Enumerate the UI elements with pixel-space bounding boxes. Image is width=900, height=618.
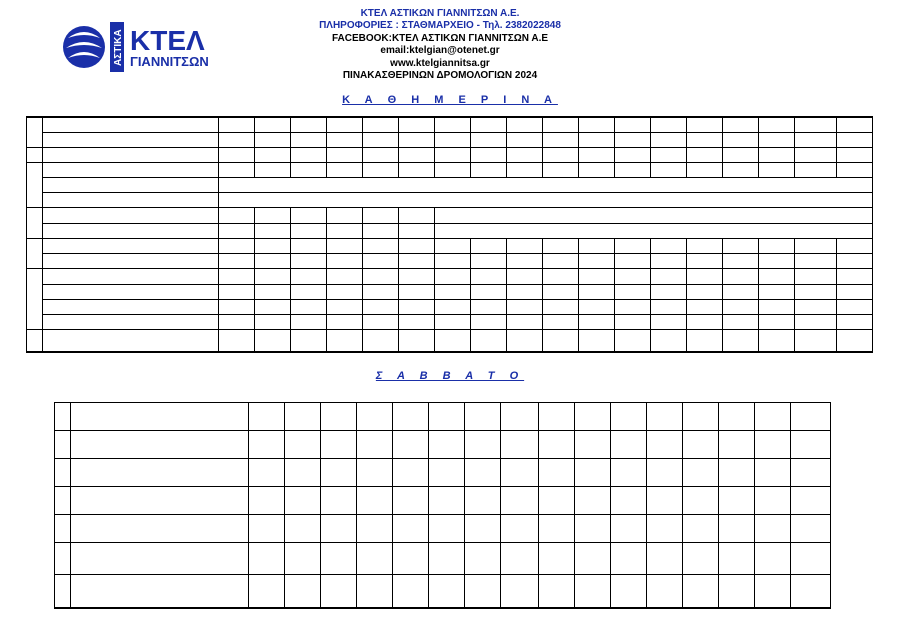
grid-line	[362, 116, 363, 177]
grid-line	[54, 430, 830, 431]
grid-line	[872, 238, 873, 352]
grid-line	[758, 238, 759, 352]
company-name: ΚΤΕΛ ΑΣΤΙΚΩΝ ΓΙΑΝΝΙΤΣΩΝ Α.Ε.	[360, 8, 520, 19]
grid-line	[614, 116, 615, 177]
grid-line	[428, 402, 429, 609]
grid-line	[392, 402, 393, 609]
grid-line	[790, 402, 791, 609]
grid-line	[326, 238, 327, 352]
grid-line	[26, 238, 42, 239]
grid-line	[26, 268, 42, 269]
grid-line	[42, 284, 872, 285]
grid-line	[26, 351, 873, 353]
grid-line	[650, 116, 651, 177]
grid-line	[26, 116, 873, 118]
grid-line	[254, 207, 255, 238]
website-line: www.ktelgiannitsa.gr	[390, 57, 490, 69]
grid-line	[42, 116, 43, 352]
grid-line	[506, 238, 507, 352]
grid-line	[42, 132, 872, 133]
grid-line	[836, 238, 837, 352]
grid-line	[326, 207, 327, 238]
grid-line	[646, 402, 647, 609]
grid-line	[506, 116, 507, 177]
grid-line	[54, 402, 55, 609]
email-line: email:ktelgian@otenet.gr	[380, 45, 500, 57]
grid-line	[650, 238, 651, 352]
grid-line	[326, 116, 327, 177]
grid-line	[42, 238, 872, 239]
grid-line	[434, 116, 435, 177]
grid-line	[758, 116, 759, 177]
facebook-line: FACEBOOK:ΚΤΕΛ ΑΣΤΙΚΩΝ ΓΙΑΝΝΙΤΣΩΝ Α.Ε	[331, 32, 549, 44]
grid-line	[26, 207, 42, 208]
grid-line	[290, 116, 291, 177]
svg-text:ΑΣΤΙΚΑ: ΑΣΤΙΚΑ	[113, 29, 124, 66]
grid-line	[42, 162, 872, 163]
grid-line	[70, 402, 71, 609]
grid-line	[254, 116, 255, 177]
grid-line	[722, 116, 723, 177]
grid-line	[42, 268, 872, 269]
grid-line	[578, 116, 579, 177]
grid-line	[218, 116, 219, 352]
grid-line	[722, 238, 723, 352]
grid-line	[686, 116, 687, 177]
saturday-section-title: Σ Α Β Β Α Τ Ο	[375, 370, 525, 382]
grid-line	[54, 607, 831, 609]
daily-section-title: Κ Α Θ Η Μ Ε Ρ Ι Ν Α	[342, 94, 558, 106]
grid-line	[610, 402, 611, 609]
grid-line	[54, 514, 830, 515]
grid-line	[434, 207, 435, 238]
grid-line	[538, 402, 539, 609]
grid-line	[754, 402, 755, 609]
grid-line	[542, 116, 543, 177]
grid-line	[500, 402, 501, 609]
grid-line	[718, 402, 719, 609]
grid-line	[470, 116, 471, 177]
ktel-logo	[58, 18, 258, 76]
grid-line	[574, 402, 575, 609]
svg-text:ΓΙΑΝΝΙΤΣΩΝ: ΓΙΑΝΝΙΤΣΩΝ	[130, 54, 209, 69]
svg-text:ΚΤΕΛ: ΚΤΕΛ	[130, 25, 205, 56]
grid-line	[54, 542, 830, 543]
grid-line	[578, 238, 579, 352]
grid-line	[794, 238, 795, 352]
grid-line	[26, 116, 27, 352]
grid-line	[434, 238, 435, 352]
grid-line	[26, 329, 42, 330]
grid-line	[362, 207, 363, 238]
grid-line	[26, 147, 42, 148]
grid-line	[464, 402, 465, 609]
grid-line	[42, 192, 872, 193]
grid-line	[248, 402, 249, 609]
company-header	[290, 8, 590, 82]
grid-line	[614, 238, 615, 352]
grid-line	[794, 116, 795, 177]
grid-line	[42, 223, 872, 224]
grid-line	[290, 207, 291, 238]
grid-line	[42, 329, 872, 330]
schedule-title: ΠΙΝΑΚΑΣΘΕΡΙΝΩΝ ΔΡΟΜΟΛΟΓΙΩΝ 2024	[342, 70, 538, 82]
grid-line	[398, 116, 399, 177]
grid-line	[54, 458, 830, 459]
info-phone: ΠΛΗΡΟΦΟΡΙΕΣ : ΣΤΑΘΜΑΡΧΕΙΟ - Τηλ. 2382022848	[319, 20, 561, 32]
grid-line	[54, 402, 831, 403]
grid-line	[284, 402, 285, 609]
grid-line	[686, 238, 687, 352]
grid-line	[42, 207, 872, 208]
grid-line	[470, 238, 471, 352]
grid-line	[54, 574, 830, 575]
grid-line	[42, 147, 872, 148]
grid-line	[830, 402, 831, 609]
grid-line	[542, 238, 543, 352]
grid-line	[356, 402, 357, 609]
grid-line	[42, 253, 872, 254]
grid-line	[26, 162, 42, 163]
grid-line	[42, 177, 872, 178]
grid-line	[682, 402, 683, 609]
grid-line	[42, 299, 872, 300]
grid-line	[872, 116, 873, 177]
grid-line	[836, 116, 837, 177]
grid-line	[320, 402, 321, 609]
grid-line	[398, 207, 399, 238]
grid-line	[398, 238, 399, 352]
grid-line	[54, 486, 830, 487]
grid-line	[42, 314, 872, 315]
grid-line	[362, 238, 363, 352]
